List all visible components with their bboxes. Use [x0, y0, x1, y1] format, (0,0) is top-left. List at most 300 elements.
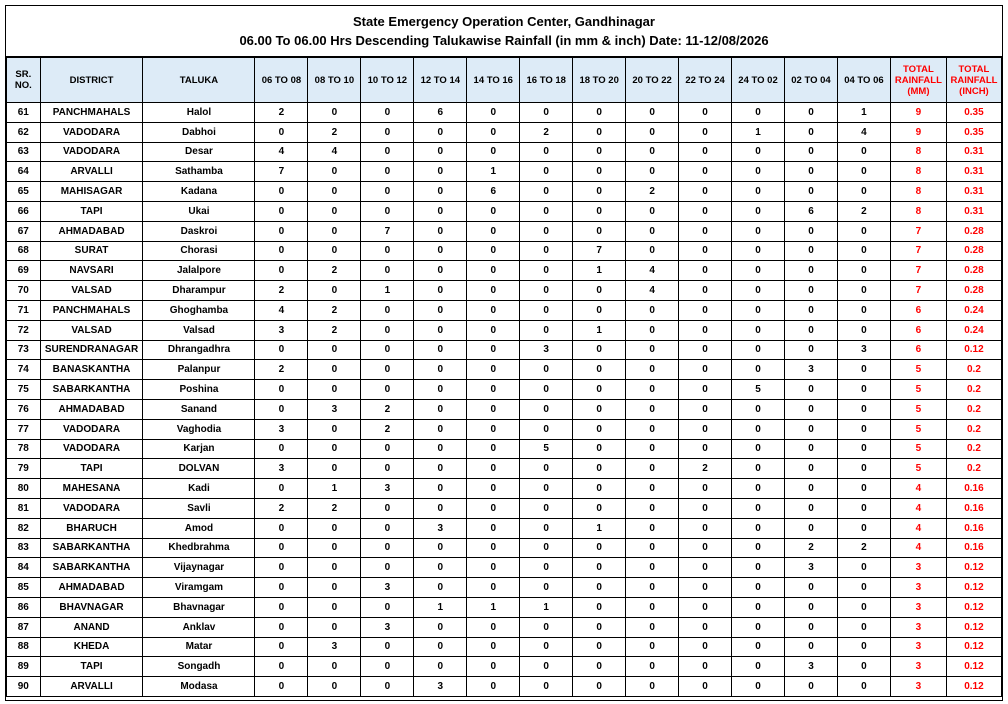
table-row — [7, 558, 1002, 578]
table-cell: VADODARA — [40, 498, 143, 518]
table-cell: 4 — [837, 122, 890, 142]
column-header: 04 TO 06 — [837, 58, 890, 103]
table-cell: 0 — [520, 677, 573, 697]
table-cell: 0 — [255, 637, 308, 657]
column-header: 16 TO 18 — [520, 58, 573, 103]
table-cell: 0 — [520, 300, 573, 320]
table-cell: 0 — [520, 578, 573, 598]
table-cell: Kadi — [143, 479, 255, 499]
table-cell: 0 — [837, 399, 890, 419]
table-cell: AHMADABAD — [40, 578, 143, 598]
table-row — [7, 479, 1002, 499]
table-cell: 0 — [626, 419, 679, 439]
column-header: DISTRICT — [40, 58, 143, 103]
table-cell: Desar — [143, 142, 255, 162]
column-header: TOTAL RAINFALL (MM) — [890, 58, 946, 103]
table-cell: 0 — [679, 498, 732, 518]
table-cell: 0 — [414, 261, 467, 281]
table-cell: 75 — [7, 380, 41, 400]
table-cell: 0 — [520, 558, 573, 578]
table-cell: 81 — [7, 498, 41, 518]
table-cell: 0 — [732, 182, 785, 202]
table-cell: Dabhoi — [143, 122, 255, 142]
table-row — [7, 261, 1002, 281]
table-cell: 0 — [679, 103, 732, 123]
table-cell: 0 — [626, 399, 679, 419]
column-header: TOTAL RAINFALL (INCH) — [946, 58, 1001, 103]
table-cell: 0 — [255, 597, 308, 617]
table-cell: 0 — [361, 538, 414, 558]
table-cell: 0 — [308, 103, 361, 123]
column-header: 10 TO 12 — [361, 58, 414, 103]
table-cell: SURAT — [40, 241, 143, 261]
table-cell: Vijaynagar — [143, 558, 255, 578]
table-cell: 0 — [573, 459, 626, 479]
table-cell: 0 — [626, 597, 679, 617]
table-cell: 0 — [414, 439, 467, 459]
table-cell: 0 — [732, 677, 785, 697]
table-cell: 0 — [573, 677, 626, 697]
table-cell: 0 — [573, 597, 626, 617]
table-cell: 0 — [361, 300, 414, 320]
table-cell: 4 — [255, 300, 308, 320]
table-cell: 0.12 — [946, 578, 1001, 598]
table-cell: 65 — [7, 182, 41, 202]
table-cell: 0 — [361, 380, 414, 400]
table-cell: 0 — [626, 657, 679, 677]
table-cell: 0 — [679, 479, 732, 499]
table-cell: 0 — [255, 261, 308, 281]
table-cell: Dhrangadhra — [143, 340, 255, 360]
table-cell: 9 — [890, 122, 946, 142]
table-row — [7, 677, 1002, 697]
table-cell: AHMADABAD — [40, 399, 143, 419]
table-cell: 0 — [626, 221, 679, 241]
table-cell: 0 — [255, 221, 308, 241]
table-cell: Dharampur — [143, 281, 255, 301]
table-cell: 0 — [308, 657, 361, 677]
table-cell: 0 — [520, 221, 573, 241]
table-cell: 0 — [414, 380, 467, 400]
table-cell: 71 — [7, 300, 41, 320]
table-cell: 7 — [573, 241, 626, 261]
table-cell: 0 — [573, 182, 626, 202]
table-cell: Savli — [143, 498, 255, 518]
table-cell: 0 — [573, 439, 626, 459]
table-cell: 0 — [255, 182, 308, 202]
table-cell: 0 — [837, 142, 890, 162]
table-cell: 0 — [467, 380, 520, 400]
table-cell: 0 — [573, 142, 626, 162]
table-cell: 70 — [7, 281, 41, 301]
table-cell: 0 — [467, 142, 520, 162]
table-cell: 2 — [626, 182, 679, 202]
table-cell: 0 — [520, 103, 573, 123]
table-cell: 0 — [467, 479, 520, 499]
table-cell: 0 — [732, 479, 785, 499]
table-cell: Ghoghamba — [143, 300, 255, 320]
table-cell: 0.31 — [946, 201, 1001, 221]
table-cell: 77 — [7, 419, 41, 439]
table-cell: 0 — [679, 419, 732, 439]
table-cell: 0 — [626, 518, 679, 538]
table-cell: 2 — [255, 498, 308, 518]
table-cell: 0.16 — [946, 498, 1001, 518]
table-cell: 0 — [467, 399, 520, 419]
table-cell: 76 — [7, 399, 41, 419]
table-cell: 2 — [308, 498, 361, 518]
table-cell: 0 — [679, 261, 732, 281]
table-cell: VADODARA — [40, 439, 143, 459]
table-cell: KHEDA — [40, 637, 143, 657]
table-cell: 0 — [626, 103, 679, 123]
table-cell: 0 — [255, 677, 308, 697]
table-cell: 0 — [679, 360, 732, 380]
table-cell: Matar — [143, 637, 255, 657]
table-cell: 0 — [467, 538, 520, 558]
table-cell: 0 — [255, 340, 308, 360]
table-cell: 0 — [626, 637, 679, 657]
table-cell: 6 — [890, 320, 946, 340]
table-cell: 0 — [626, 201, 679, 221]
table-cell: 66 — [7, 201, 41, 221]
table-cell: Halol — [143, 103, 255, 123]
table-cell: 5 — [890, 419, 946, 439]
table-cell: 0 — [837, 419, 890, 439]
table-cell: 0 — [361, 459, 414, 479]
table-cell: 0 — [467, 498, 520, 518]
table-cell: 0 — [732, 241, 785, 261]
table-cell: 3 — [890, 637, 946, 657]
table-row — [7, 182, 1002, 202]
table-cell: 0 — [414, 142, 467, 162]
table-cell: 0.2 — [946, 360, 1001, 380]
table-cell: Daskroi — [143, 221, 255, 241]
table-row — [7, 162, 1002, 182]
table-cell: 61 — [7, 103, 41, 123]
table-cell: 0 — [361, 360, 414, 380]
column-header: SR. NO. — [7, 58, 41, 103]
table-cell: 0 — [520, 142, 573, 162]
table-cell: 0 — [361, 677, 414, 697]
table-cell: 0 — [467, 103, 520, 123]
table-cell: 0 — [361, 597, 414, 617]
table-cell: 0 — [467, 261, 520, 281]
table-cell: 5 — [520, 439, 573, 459]
table-cell: Sanand — [143, 399, 255, 419]
table-cell: 0 — [837, 162, 890, 182]
table-cell: 0 — [414, 617, 467, 637]
table-cell: 0 — [679, 538, 732, 558]
table-cell: 0 — [414, 221, 467, 241]
table-cell: 0 — [467, 578, 520, 598]
table-cell: 0 — [573, 103, 626, 123]
table-cell: 0 — [573, 360, 626, 380]
table-cell: 0 — [308, 241, 361, 261]
table-row — [7, 221, 1002, 241]
column-header: 22 TO 24 — [679, 58, 732, 103]
table-cell: 7 — [890, 281, 946, 301]
table-cell: 0 — [679, 399, 732, 419]
table-cell: 0 — [785, 479, 838, 499]
table-cell: Vaghodia — [143, 419, 255, 439]
table-cell: 68 — [7, 241, 41, 261]
table-cell: 84 — [7, 558, 41, 578]
table-cell: SABARKANTHA — [40, 538, 143, 558]
table-cell: 1 — [467, 162, 520, 182]
table-cell: 0 — [679, 201, 732, 221]
table-cell: SABARKANTHA — [40, 380, 143, 400]
table-cell: 0 — [785, 399, 838, 419]
table-cell: 0 — [837, 479, 890, 499]
table-cell: 0 — [255, 657, 308, 677]
table-cell: 8 — [890, 162, 946, 182]
table-cell: 0 — [361, 142, 414, 162]
table-cell: 0 — [255, 241, 308, 261]
table-cell: 0 — [308, 439, 361, 459]
column-header: 02 TO 04 — [785, 58, 838, 103]
table-cell: 0 — [679, 578, 732, 598]
table-cell: 0 — [785, 221, 838, 241]
table-cell: BHAVNAGAR — [40, 597, 143, 617]
table-cell: 0 — [785, 578, 838, 598]
table-cell: 2 — [308, 300, 361, 320]
table-cell: 0.2 — [946, 439, 1001, 459]
table-row — [7, 380, 1002, 400]
table-cell: 0 — [573, 281, 626, 301]
table-cell: 0 — [308, 281, 361, 301]
table-cell: 0 — [520, 320, 573, 340]
table-cell: 0 — [467, 340, 520, 360]
table-row — [7, 617, 1002, 637]
table-cell: Jalalpore — [143, 261, 255, 281]
table-cell: 0 — [520, 201, 573, 221]
table-cell: 0 — [732, 637, 785, 657]
table-cell: 3 — [255, 459, 308, 479]
table-cell: 0 — [361, 122, 414, 142]
table-cell: 0 — [520, 419, 573, 439]
table-cell: 1 — [361, 281, 414, 301]
table-cell: 0 — [732, 281, 785, 301]
table-cell: SURENDRANAGAR — [40, 340, 143, 360]
table-cell: 0.28 — [946, 281, 1001, 301]
report-title: State Emergency Operation Center, Gandhinagar — [353, 14, 655, 29]
table-cell: 79 — [7, 459, 41, 479]
table-cell: 0 — [837, 459, 890, 479]
table-cell: 3 — [255, 419, 308, 439]
table-cell: 0 — [467, 221, 520, 241]
table-row — [7, 103, 1002, 123]
table-header-row — [7, 58, 1002, 103]
table-row — [7, 360, 1002, 380]
table-row — [7, 459, 1002, 479]
table-cell: VADODARA — [40, 122, 143, 142]
table-cell: 0 — [679, 340, 732, 360]
table-cell: 7 — [890, 221, 946, 241]
table-cell: 0 — [573, 538, 626, 558]
table-cell: 0 — [785, 380, 838, 400]
column-header: 20 TO 22 — [626, 58, 679, 103]
table-cell: 0.2 — [946, 459, 1001, 479]
table-cell: TAPI — [40, 459, 143, 479]
table-cell: TAPI — [40, 201, 143, 221]
table-row — [7, 518, 1002, 538]
table-cell: 0 — [361, 261, 414, 281]
table-row — [7, 122, 1002, 142]
table-cell: 0 — [732, 459, 785, 479]
table-cell: 1 — [467, 597, 520, 617]
table-cell: 0 — [785, 182, 838, 202]
table-cell: 0.2 — [946, 399, 1001, 419]
table-cell: 4 — [308, 142, 361, 162]
table-cell: 0 — [573, 340, 626, 360]
table-cell: 89 — [7, 657, 41, 677]
table-cell: 0 — [361, 518, 414, 538]
table-cell: 0 — [255, 558, 308, 578]
table-cell: 0 — [361, 320, 414, 340]
table-cell: 0 — [732, 657, 785, 677]
table-cell: 0 — [837, 578, 890, 598]
table-cell: 4 — [890, 518, 946, 538]
table-cell: 62 — [7, 122, 41, 142]
table-cell: 0 — [467, 360, 520, 380]
table-cell: 0 — [467, 459, 520, 479]
table-cell: 87 — [7, 617, 41, 637]
table-cell: 0 — [679, 320, 732, 340]
table-cell: 0 — [255, 380, 308, 400]
table-cell: Palanpur — [143, 360, 255, 380]
table-cell: 0 — [467, 320, 520, 340]
table-cell: 0 — [414, 657, 467, 677]
table-cell: 3 — [361, 578, 414, 598]
table-cell: 0 — [520, 281, 573, 301]
table-cell: 2 — [255, 360, 308, 380]
table-cell: MAHESANA — [40, 479, 143, 499]
table-cell: 0.35 — [946, 103, 1001, 123]
table-cell: 0.24 — [946, 320, 1001, 340]
table-cell: 4 — [255, 142, 308, 162]
table-cell: 0.35 — [946, 122, 1001, 142]
table-cell: 3 — [308, 637, 361, 657]
table-cell: 0 — [308, 221, 361, 241]
table-row — [7, 281, 1002, 301]
table-cell: 0 — [414, 578, 467, 598]
table-cell: 0 — [467, 439, 520, 459]
table-cell: Valsad — [143, 320, 255, 340]
table-cell: 0 — [467, 617, 520, 637]
table-cell: 0 — [414, 360, 467, 380]
table-cell: VADODARA — [40, 142, 143, 162]
table-cell: 0 — [255, 439, 308, 459]
table-cell: 0 — [414, 399, 467, 419]
report-title-block — [6, 6, 1002, 57]
table-row — [7, 419, 1002, 439]
table-cell: 74 — [7, 360, 41, 380]
table-cell: 0 — [573, 399, 626, 419]
table-cell: 0 — [308, 380, 361, 400]
table-cell: 0 — [520, 182, 573, 202]
table-cell: 0 — [732, 399, 785, 419]
table-cell: 6 — [785, 201, 838, 221]
table-cell: 1 — [520, 597, 573, 617]
table-cell: Amod — [143, 518, 255, 538]
table-cell: 0 — [732, 498, 785, 518]
table-cell: 69 — [7, 261, 41, 281]
table-row — [7, 241, 1002, 261]
table-row — [7, 657, 1002, 677]
table-cell: 0 — [785, 439, 838, 459]
column-header: TALUKA — [143, 58, 255, 103]
table-cell: 3 — [837, 340, 890, 360]
table-cell: 0 — [732, 103, 785, 123]
table-cell: 0 — [732, 221, 785, 241]
table-cell: 2 — [520, 122, 573, 142]
table-cell: 0 — [308, 518, 361, 538]
table-cell: 3 — [890, 617, 946, 637]
table-cell: 3 — [785, 657, 838, 677]
table-cell: 64 — [7, 162, 41, 182]
table-cell: 78 — [7, 439, 41, 459]
table-cell: 0 — [626, 300, 679, 320]
table-cell: 0 — [467, 281, 520, 301]
table-cell: 0.12 — [946, 677, 1001, 697]
table-cell: 0 — [626, 498, 679, 518]
table-cell: 0.31 — [946, 182, 1001, 202]
table-cell: BHARUCH — [40, 518, 143, 538]
table-cell: 0 — [414, 459, 467, 479]
table-cell: Ukai — [143, 201, 255, 221]
table-cell: 0 — [785, 142, 838, 162]
table-cell: 0 — [785, 340, 838, 360]
table-cell: 2 — [361, 419, 414, 439]
table-cell: 0 — [467, 657, 520, 677]
table-cell: 3 — [890, 558, 946, 578]
table-cell: 0 — [414, 182, 467, 202]
column-header: 14 TO 16 — [467, 58, 520, 103]
table-cell: 0 — [308, 617, 361, 637]
table-cell: 0 — [679, 558, 732, 578]
table-cell: VALSAD — [40, 320, 143, 340]
table-row — [7, 578, 1002, 598]
table-cell: 0 — [520, 360, 573, 380]
table-cell: 0 — [732, 261, 785, 281]
table-cell: 0 — [785, 300, 838, 320]
table-cell: 0 — [467, 637, 520, 657]
table-cell: 0 — [837, 657, 890, 677]
table-cell: 0 — [785, 677, 838, 697]
table-cell: 9 — [890, 103, 946, 123]
table-cell: 0 — [308, 182, 361, 202]
table-cell: 0 — [414, 320, 467, 340]
rainfall-table — [6, 57, 1002, 697]
table-cell: 0 — [626, 380, 679, 400]
table-cell: 0 — [414, 538, 467, 558]
table-cell: 5 — [890, 459, 946, 479]
table-cell: 0 — [573, 637, 626, 657]
table-cell: 0.28 — [946, 261, 1001, 281]
table-cell: 0 — [255, 479, 308, 499]
table-cell: 0 — [626, 677, 679, 697]
table-cell: 0.16 — [946, 538, 1001, 558]
table-cell: 0.24 — [946, 300, 1001, 320]
table-cell: Sathamba — [143, 162, 255, 182]
table-cell: 0 — [255, 538, 308, 558]
table-cell: 0 — [255, 617, 308, 637]
table-cell: 0 — [679, 597, 732, 617]
table-cell: 0 — [626, 538, 679, 558]
table-cell: 0 — [732, 419, 785, 439]
table-cell: 0.31 — [946, 142, 1001, 162]
